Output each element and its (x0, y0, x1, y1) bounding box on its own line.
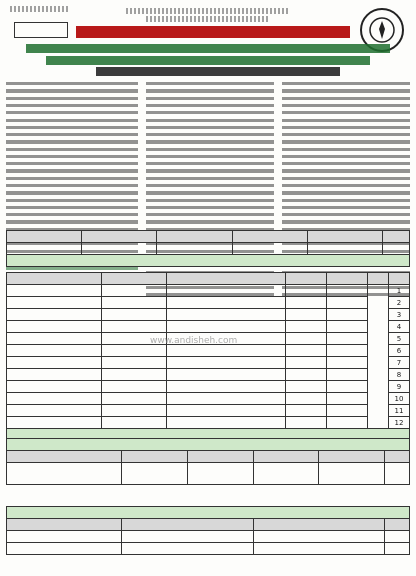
table-cell: 9 (389, 381, 410, 393)
table-cell (319, 463, 385, 485)
table-cell (253, 531, 385, 543)
col-header (167, 273, 286, 285)
col-header (7, 231, 82, 243)
table-cell (102, 405, 167, 417)
lower-table-2-title (7, 507, 410, 519)
table-cell: 10 (389, 393, 410, 405)
col-header (187, 451, 253, 463)
table-cell (157, 243, 232, 255)
table-cell (385, 531, 410, 543)
ad-subtitle (26, 44, 390, 53)
table-cell (82, 243, 157, 255)
table-cell (327, 381, 368, 393)
table-row (7, 543, 410, 555)
table-cell (167, 345, 286, 357)
table-cell (102, 357, 167, 369)
table-cell (7, 543, 122, 555)
table-cell: 8 (389, 369, 410, 381)
table-row (7, 531, 410, 543)
col-header (7, 519, 122, 531)
ref-line (10, 6, 70, 12)
table-row (7, 393, 410, 405)
table-cell (327, 417, 368, 429)
col-header (82, 231, 157, 243)
table-row (7, 285, 410, 297)
ad-body-text (6, 78, 410, 226)
table-cell (167, 381, 286, 393)
table-cell (102, 417, 167, 429)
table-cell (7, 285, 102, 297)
table-cell (286, 297, 327, 309)
table-cell (102, 369, 167, 381)
col-header (157, 231, 232, 243)
body-left-column (6, 78, 138, 226)
table-cell (122, 531, 254, 543)
table-cell (122, 543, 254, 555)
body-right-column (282, 78, 410, 226)
table-cell: 6 (389, 345, 410, 357)
company-line (146, 16, 270, 22)
table-cell (102, 309, 167, 321)
col-header (253, 451, 319, 463)
table-row (7, 321, 410, 333)
col-header (389, 273, 410, 285)
table-cell (7, 417, 102, 429)
table-row (7, 309, 410, 321)
land-plots-table (6, 230, 410, 267)
date-line (96, 67, 340, 76)
table-row (7, 345, 410, 357)
body-middle-column (146, 78, 274, 226)
table-cell (286, 405, 327, 417)
table-row (7, 357, 410, 369)
table-cell (286, 417, 327, 429)
table-cell (327, 393, 368, 405)
table-cell (327, 321, 368, 333)
table-cell (102, 381, 167, 393)
watermark: www.andisheh.com (150, 336, 238, 346)
table-cell (327, 357, 368, 369)
table-cell (167, 285, 286, 297)
table-cell (7, 369, 102, 381)
col-header (102, 273, 167, 285)
col-header (7, 451, 122, 463)
lower-table-2 (6, 506, 410, 555)
table-cell (327, 309, 368, 321)
table-cell (7, 381, 102, 393)
table-cell (286, 285, 327, 297)
table-cell (122, 463, 188, 485)
col-header (286, 273, 327, 285)
table-row (7, 297, 410, 309)
table-cell (167, 417, 286, 429)
table-cell: 12 (389, 417, 410, 429)
table-cell (232, 243, 307, 255)
table-row (7, 463, 410, 485)
table-cell (286, 321, 327, 333)
table-cell (167, 309, 286, 321)
table-cell (167, 369, 286, 381)
col-header (368, 273, 389, 285)
table-cell (7, 309, 102, 321)
table-cell (327, 369, 368, 381)
table-cell (286, 381, 327, 393)
table-cell: 3 (389, 309, 410, 321)
table-cell (167, 321, 286, 333)
table-cell: 7 (389, 357, 410, 369)
table-cell (167, 393, 286, 405)
table-cell (286, 345, 327, 357)
table-cell (102, 321, 167, 333)
table-cell (7, 357, 102, 369)
table-cell (385, 543, 410, 555)
col-header (327, 273, 368, 285)
col-header (383, 231, 410, 243)
table-cell (307, 243, 382, 255)
table-cell: 4 (389, 321, 410, 333)
table-row (7, 417, 410, 429)
table-cell (187, 463, 253, 485)
col-header (122, 451, 188, 463)
col-header (385, 451, 410, 463)
table-row (7, 381, 410, 393)
table-cell (383, 243, 410, 255)
table-cell (102, 345, 167, 357)
col-header (307, 231, 382, 243)
col-header (385, 519, 410, 531)
col-header (319, 451, 385, 463)
table-cell (286, 369, 327, 381)
table-cell (7, 297, 102, 309)
table-cell (167, 297, 286, 309)
table-cell (7, 333, 102, 345)
table-cell (7, 393, 102, 405)
col-header (7, 273, 102, 285)
table-cell (167, 405, 286, 417)
table-cell: 5 (389, 333, 410, 345)
table-cell (286, 393, 327, 405)
table-cell (327, 297, 368, 309)
table-cell (385, 463, 410, 485)
ad-subtitle-line-2 (46, 56, 370, 65)
table-cell (286, 333, 327, 345)
ad-title (76, 26, 350, 38)
table-row (7, 405, 410, 417)
table-cell: 1 (389, 285, 410, 297)
table-cell (7, 531, 122, 543)
table-cell: 2 (389, 297, 410, 309)
table-cell (253, 463, 319, 485)
table-cell (327, 345, 368, 357)
table-cell (102, 297, 167, 309)
table-cell (7, 243, 82, 255)
ministry-line (126, 8, 290, 14)
table-cell (286, 309, 327, 321)
col-header (232, 231, 307, 243)
table-top-caption (7, 255, 410, 267)
table-cell (7, 321, 102, 333)
table-cell (327, 285, 368, 297)
lower-table-1 (6, 438, 410, 485)
group-label (368, 285, 389, 429)
table-cell (286, 357, 327, 369)
table-cell: 11 (389, 405, 410, 417)
table-cell (327, 405, 368, 417)
col-header (253, 519, 385, 531)
table-cell (7, 463, 122, 485)
table-cell (7, 345, 102, 357)
table-cell (102, 285, 167, 297)
edition-badge (14, 22, 68, 38)
table-cell (102, 393, 167, 405)
lower-table-1-title (7, 439, 410, 451)
col-header (122, 519, 254, 531)
commercial-units-table (6, 272, 410, 441)
table-cell (7, 405, 102, 417)
table-row (7, 369, 410, 381)
table-cell (327, 333, 368, 345)
table-cell (167, 357, 286, 369)
ad-header (6, 4, 410, 78)
table-cell (253, 543, 385, 555)
